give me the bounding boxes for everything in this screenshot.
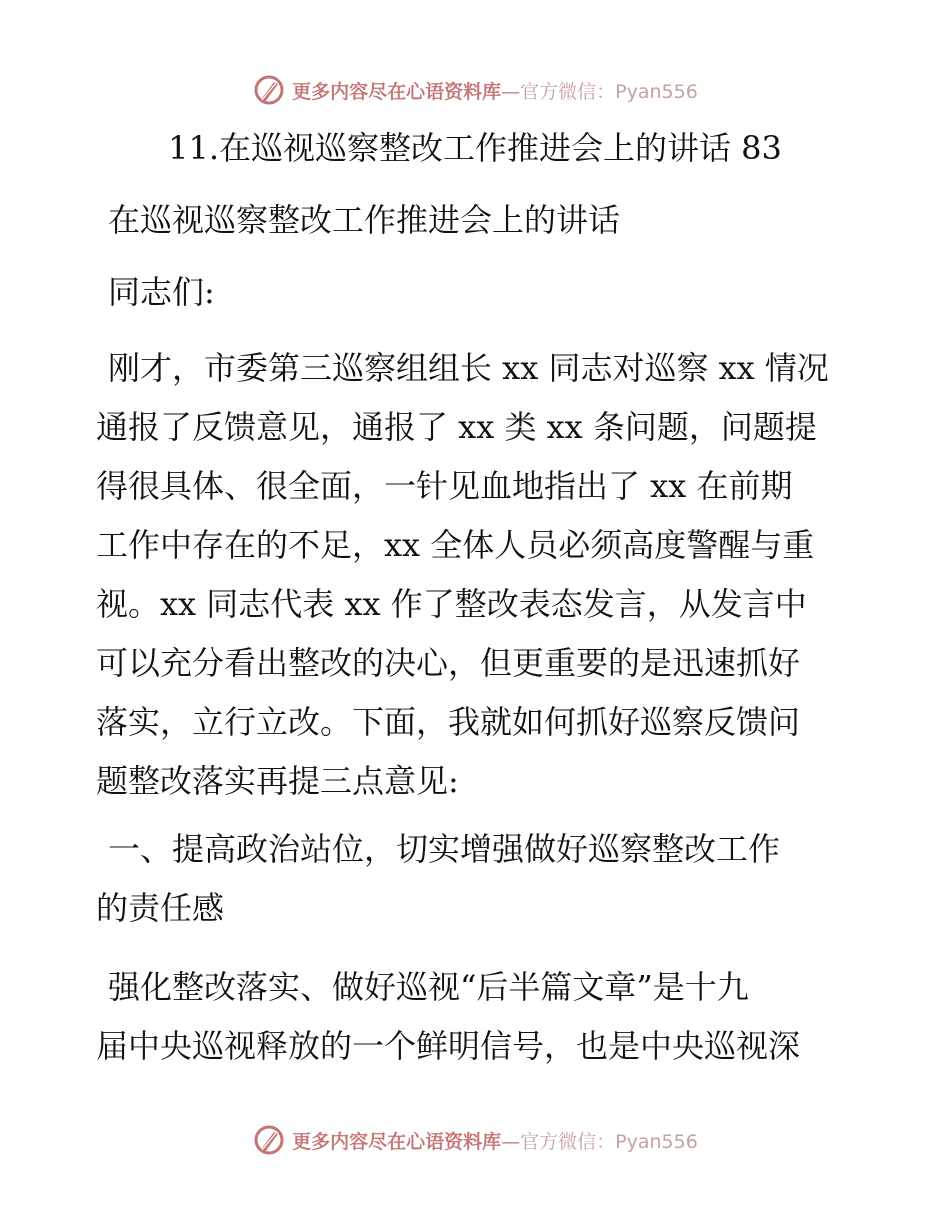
watermark-brand-text: 更多内容尽在心语资料库: [292, 80, 502, 103]
watermark-contact-text: 官方微信：Pyan556: [520, 1130, 698, 1153]
feather-pen-circle-icon: [252, 73, 286, 107]
section-heading-line: 的责任感: [96, 889, 225, 927]
paragraph-line: 视。xx 同志代表 xx 作了整改表态发言，从发言中: [96, 585, 807, 623]
header-watermark: [0, 70, 950, 110]
speech-subheading: 在巡视巡察整改工作推进会上的讲话: [108, 201, 621, 239]
paragraph-opening: [96, 339, 856, 811]
paragraph-line: 届中央巡视释放的一个鲜明信号，也是中央巡视深: [96, 1027, 801, 1065]
watermark-contact-text: 官方微信：Pyan556: [520, 80, 698, 103]
watermark-brand-text: 更多内容尽在心语资料库: [292, 1130, 502, 1153]
paragraph-line: 题整改落实再提三点意见:: [96, 762, 459, 800]
paragraph-line: 得很具体、很全面，一针见血地指出了 xx 在前期: [96, 467, 793, 505]
paragraph-line: 可以充分看出整改的决心，但更重要的是迅速抓好: [96, 644, 801, 682]
paragraph-line: 通报了反馈意见，通报了 xx 类 xx 条问题，问题提: [96, 408, 817, 446]
footer-watermark: [0, 1120, 950, 1160]
section-heading-1: [96, 820, 856, 938]
feather-pen-circle-icon: [252, 1123, 286, 1157]
paragraph-line: 落实，立行立改。下面，我就如何抓好巡察反馈问: [96, 703, 801, 741]
watermark-dash: —: [501, 1130, 521, 1153]
paragraph-line: 强化整改落实、做好巡视“后半篇文章”是十九: [108, 968, 749, 1006]
document-title: 11.在巡视巡察整改工作推进会上的讲话 83: [168, 129, 782, 167]
watermark-dash: —: [501, 80, 521, 103]
paragraph-line: 刚才，市委第三巡察组组长 xx 同志对巡察 xx 情况: [108, 349, 829, 387]
paragraph-section-1: [96, 958, 856, 1076]
salutation: 同志们:: [108, 273, 215, 311]
section-heading-line: 一、提高政治站位，切实增强做好巡察整改工作: [108, 830, 781, 868]
paragraph-line: 工作中存在的不足，xx 全体人员必须高度警醒与重: [96, 526, 815, 564]
